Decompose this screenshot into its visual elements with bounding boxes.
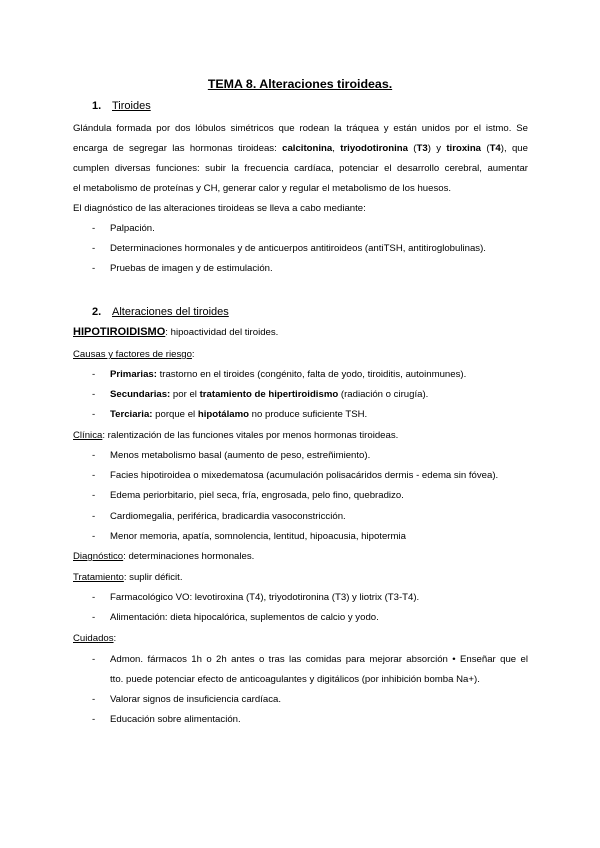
paragraph-line: encarga de segregar las hormonas tiroideas: calcitonina, triyodotironina (T3) y tiroxina (T4), que [73,143,528,154]
list-bullet: - [92,531,96,542]
hipotiroidismo-line: HIPOTIROIDISMO: hipoactividad del tiroides. [73,326,279,338]
list-bullet: - [92,714,96,725]
list-bullet: - [92,511,96,522]
list-item: Pruebas de imagen y de estimulación. [110,263,273,274]
list-item: Primarias: trastorno en el tiroides (congénito, falta de yodo, tiroiditis, autoinmunes). [110,369,467,380]
list-item: Edema periorbitario, piel seca, fría, engrosada, pelo fino, quebradizo. [110,490,404,501]
list-item: Menor memoria, apatía, somnolencia, lentitud, hipoacusia, hipotermia [110,531,406,542]
list-bullet: - [92,694,96,705]
list-bullet: - [92,389,96,400]
list-bullet: - [92,450,96,461]
list-item: Valorar signos de insuficiencia cardíaca. [110,694,282,705]
section-1-heading [92,99,151,113]
list-item: Farmacológico VO: levotiroxina (T4), triyodotironina (T3) y liotrix (T3-T4). [110,592,420,603]
paragraph-line: El diagnóstico de las alteraciones tiroideas se lleva a cabo mediante: [73,203,366,214]
list-item: Terciaria: porque el hipotálamo no produce suficiente TSH. [110,409,368,420]
list-item: Admon. fármacos 1h o 2h antes o tras las comidas para mejorar absorción • Enseñar que el [110,654,528,665]
tratamiento-line: Tratamiento: suplir déficit. [73,572,183,583]
list-item-continuation: tto. puede potenciar efecto de anticoagulantes y digitálicos (por inhibición bomba Na+). [110,674,480,685]
section-title: Tiroides [112,100,151,112]
list-item: Determinaciones hormonales y de anticuerpos antitiroideos (antiTSH, antitiroglobulinas). [110,243,486,254]
list-item: Secundarias: por el tratamiento de hipertiroidismo (radiación o cirugía). [110,389,429,400]
cuidados-label-line: Cuidados: [73,633,117,644]
list-item: Cardiomegalia, periférica, bradicardia vasoconstricción. [110,511,346,522]
list-item: Alimentación: dieta hipocalórica, suplementos de calcio y yodo. [110,612,379,623]
list-bullet: - [92,223,96,234]
section-number: 1. [92,100,102,112]
list-bullet: - [92,243,96,254]
list-item: Menos metabolismo basal (aumento de peso, estreñimiento). [110,450,371,461]
list-bullet: - [92,263,96,274]
causas-label-line: Causas y factores de riesgo: [73,349,195,360]
section-title: Alteraciones del tiroides [112,306,229,318]
list-bullet: - [92,369,96,380]
list-item: Palpación. [110,223,155,234]
paragraph-line: cumplen diversas funciones: subir la frecuencia cardíaca, potenciar el desarrollo cerebral, aumentar [73,163,528,174]
diagnostico-line: Diagnóstico: determinaciones hormonales. [73,551,255,562]
list-bullet: - [92,490,96,501]
clinica-line: Clínica: ralentización de las funciones vitales por menos hormonas tiroideas. [73,430,399,441]
section-2-heading [92,305,229,319]
list-bullet: - [92,654,96,665]
list-item: Facies hipotiroidea o mixedematosa (acumulación polisacáridos dermis - edema sin fóvea). [110,470,499,481]
paragraph-line: Glándula formada por dos lóbulos simétricos que rodean la tráquea y están unidos por el istmo. Se [73,123,528,134]
list-bullet: - [92,592,96,603]
list-bullet: - [92,470,96,481]
list-bullet: - [92,409,96,420]
section-number: 2. [92,306,102,318]
list-item: Educación sobre alimentación. [110,714,241,725]
page-title: TEMA 8. Alteraciones tiroideas. [207,77,393,91]
paragraph-line: el metabolismo de proteínas y CH, generar calor y regular el metabolismo de los huesos. [73,183,452,194]
list-bullet: - [92,612,96,623]
